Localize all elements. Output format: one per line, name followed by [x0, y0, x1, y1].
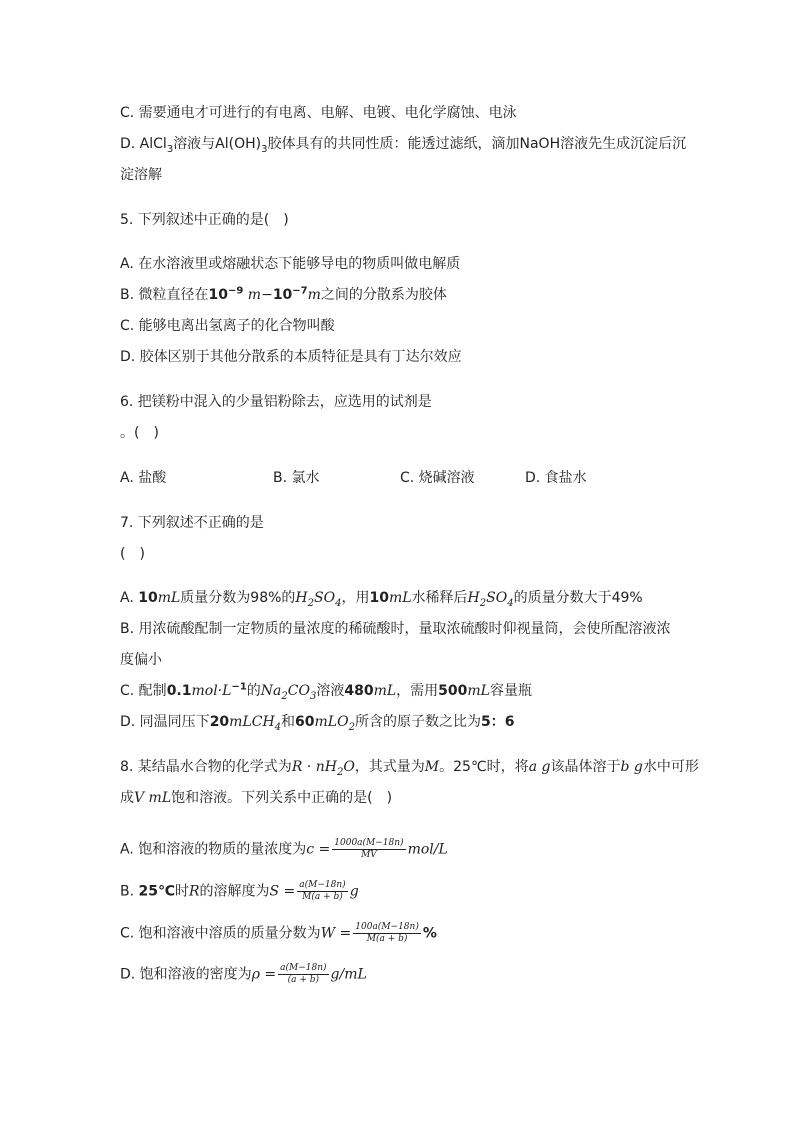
q5-option-c: C. 能够电离出氢离子的化合物叫酸: [120, 318, 335, 334]
q7-option-d: D. 同温同压下20mLCH$_4$和60mLO$_2$所含的原子数之比为5：6: [120, 714, 515, 733]
q5-option-a: A. 在水溶液里或熔融状态下能够导电的物质叫做电解质: [120, 256, 461, 272]
q7-a-text: 质量分数为98%的: [180, 590, 296, 606]
q8-s2-post: 饱和溶液。下列关系中正确的是( ): [171, 790, 393, 806]
q5-b-expb: −7: [292, 285, 308, 297]
q7-c-ml1: mL: [373, 683, 397, 699]
q8-a-num: 1000a(M−18n): [334, 838, 404, 848]
q8-s2-pre: 成: [120, 790, 134, 806]
q5-stem: 5. 下列叙述中正确的是( ): [120, 212, 289, 228]
q8-b-post: 的溶解度为: [199, 883, 270, 900]
q8-d-num: a(M−18n): [280, 963, 327, 973]
q4-option-c: C. 需要通电才可进行的有电离、电解、电镀、电化学腐蚀、电泳: [120, 105, 517, 121]
q8-stem-line2: [120, 788, 392, 808]
q8-a-c: c =: [306, 841, 331, 858]
q8-b-r: R: [188, 883, 200, 900]
q8-c-den: M(a + b): [366, 934, 408, 944]
q6-option-d: D. 食盐水: [525, 470, 587, 486]
q8-s-formula: R · nH: [291, 759, 337, 775]
q8-c-unit: %: [422, 925, 437, 942]
q7-c-na: Na: [260, 683, 282, 699]
q7-stem-line1: 7. 下列叙述不正确的是: [120, 515, 264, 531]
q7-a-10: 10: [138, 590, 158, 606]
q8-option-a: [120, 838, 448, 861]
q7-d-20: 20: [209, 714, 230, 730]
q7-c-of: 的: [246, 683, 261, 699]
q7-c-flask: 容量瓶: [489, 683, 532, 699]
q6-stem-line1: 6. 把镁粉中混入的少量铝粉除去，应选用的试剂是: [120, 394, 432, 410]
q8-s-bg: b g: [620, 759, 643, 775]
q7-a-label: A.: [120, 590, 139, 606]
q7-c-500: 500: [438, 683, 468, 699]
q7-a-so: SO: [314, 590, 336, 606]
q8-a-fraction: [332, 838, 405, 861]
q8-s-o: O: [343, 759, 355, 775]
q4-d-mid: 溶液与Al(OH): [173, 136, 262, 152]
q7-d-ch: mLCH: [229, 714, 275, 730]
q7-option-c: C. 配制$0.1mol\cdot L^{-1}$的$Na_2CO_3$溶液480mL，需用500mL容量瓶: [120, 681, 532, 702]
q7-option-a: A. 10mL质量分数为98%的$H_2SO_4$，用10mL水稀释后$H_2SO_4$的质量分数大于49%: [120, 590, 643, 609]
q7-c-pre: C. 配制: [120, 683, 167, 699]
q8-b-num: a(M−18n): [299, 880, 346, 890]
q8-b-fraction: [297, 880, 347, 903]
q8-stem-line1: 8. 某结晶水合物的化学式为$R \cdot nH_2O$，其式量为M。25℃时，将a g该晶体溶于b g水中可形: [120, 759, 699, 778]
q7-option-b-line1: B. 用浓硫酸配制一定物质的量浓度的稀硫酸时，量取浓硫酸时仰视量筒，会使所配溶液浓: [120, 621, 671, 637]
q5-b-pre: B. 微粒直径在: [120, 287, 209, 303]
q8-b-unit: g: [349, 883, 359, 900]
q5-b-m2: m: [307, 287, 321, 303]
q4-d-rest: 胶体具有的共同性质：能透过滤纸，滴加NaOH溶液先生成沉淀后沉: [267, 136, 687, 152]
q8-s-temp: 。25℃时，将: [439, 759, 529, 775]
q8-s-m: M: [424, 759, 440, 775]
q7-d-60: 60: [295, 714, 315, 730]
q7-c-val: 0.1: [166, 683, 192, 699]
q7-d-ratio: 5：6: [480, 714, 515, 730]
q7-a-dilute: 水稀释后: [411, 590, 468, 606]
q7-a-h2: H: [467, 590, 480, 606]
q5-b-dash: −: [261, 287, 273, 303]
q8-b-den: M(a + b): [302, 892, 343, 902]
q5-b-m1: m: [243, 287, 262, 303]
q6-stem-line2: 。( ): [120, 425, 159, 441]
q5-option-b: [120, 285, 447, 305]
q4-option-d-line2: 淀溶解: [120, 167, 162, 183]
q7-c-480: 480: [344, 683, 374, 699]
q8-b-temp: 25℃: [138, 883, 175, 900]
q8-option-c: [120, 922, 437, 945]
q8-option-d: [120, 963, 367, 986]
q8-c-fraction: [353, 922, 421, 945]
q8-a-unit: mol/L: [407, 841, 448, 858]
q4-d-sub2: 3: [261, 143, 268, 155]
q5-option-d: D. 胶体区别于其他分散系的本质特征是具有丁达尔效应: [120, 349, 462, 365]
q7-d-and: 和: [281, 714, 296, 730]
q6-option-a: A. 盐酸: [120, 470, 167, 486]
q8-d-fraction: [278, 963, 328, 986]
q6-option-c: C. 烧碱溶液: [400, 470, 475, 486]
q5-b-post: 之间的分散系为胶体: [320, 287, 447, 303]
q7-a-ml: mL: [157, 590, 181, 606]
q7-c-co: CO: [287, 683, 310, 699]
q8-d-rho: ρ =: [251, 966, 277, 983]
q8-d-den: (a + b): [287, 975, 320, 985]
q4-option-d-line1: [120, 134, 686, 154]
q5-b-expa: −9: [228, 285, 244, 297]
q7-c-unit: mol·L: [191, 683, 232, 699]
q8-s-post: 该晶体溶于: [550, 759, 621, 775]
q8-d-pre: D. 饱和溶液的密度为: [120, 966, 252, 983]
q7-a-10b: 10: [369, 590, 389, 606]
q4-d-prefix: D. AlCl: [120, 136, 167, 152]
q7-c-exp: −1: [231, 681, 247, 693]
q8-c-pre: C. 饱和溶液中溶质的质量分数为: [120, 925, 321, 942]
q8-s2-v: V mL: [134, 790, 172, 806]
q8-a-pre: A. 饱和溶液的物质的量浓度为: [120, 841, 307, 858]
q8-c-num: 100a(M−18n): [355, 922, 419, 932]
q7-stem-line2: ( ): [120, 546, 145, 562]
q7-c-ml2: mL: [467, 683, 490, 699]
q7-c-soln: 溶液: [316, 683, 345, 699]
q8-b-pre: B.: [120, 883, 139, 900]
q7-a-ml2: mL: [388, 590, 412, 606]
q8-a-den: MV: [361, 850, 377, 860]
q7-a-with: ，用: [341, 590, 370, 606]
q8-s-ag: a g: [528, 759, 551, 775]
q5-b-10a: 10: [208, 287, 228, 303]
q5-b-10b: 10: [272, 287, 293, 303]
q7-d-pre: D. 同温同压下: [120, 714, 210, 730]
q7-d-post: 所含的原子数之比为: [354, 714, 481, 730]
q8-option-b: [120, 880, 359, 903]
q4-d-sub: 3: [166, 143, 174, 155]
q8-d-unit: g/mL: [330, 966, 367, 983]
q8-s-end: 水中可形: [642, 759, 699, 775]
q7-option-b-line2: 度偏小: [120, 652, 162, 668]
q8-b-mid: 时: [174, 883, 189, 900]
q7-c-need: ，需用: [396, 683, 439, 699]
q7-a-h: H: [295, 590, 308, 606]
q7-a-so2: SO: [486, 590, 508, 606]
q8-c-w: W =: [320, 925, 352, 942]
q7-a-end: 的质量分数大于49%: [513, 590, 643, 606]
q8-b-s: S =: [269, 883, 296, 900]
q8-s-mid: ，其式量为: [354, 759, 425, 775]
q8-s-pre: 8. 某结晶水合物的化学式为: [120, 759, 292, 775]
q6-option-b: B. 氯水: [273, 470, 320, 486]
q7-d-o: mLO: [314, 714, 349, 730]
